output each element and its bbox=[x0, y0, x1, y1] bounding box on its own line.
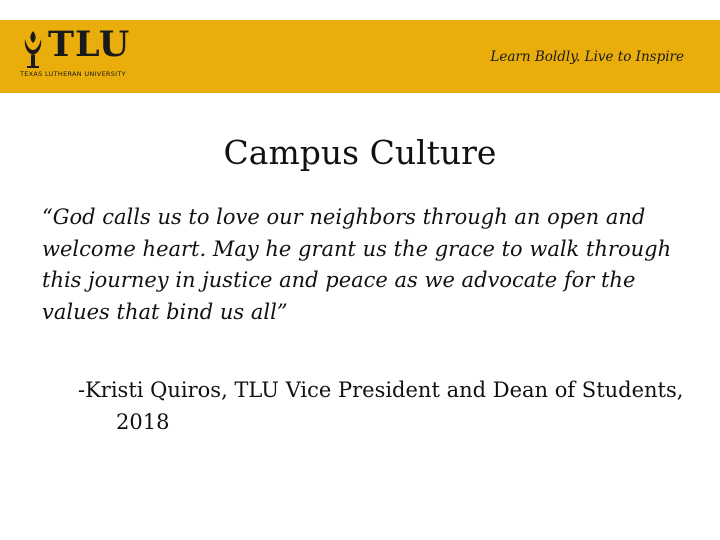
logo-text: TLU bbox=[48, 24, 131, 65]
tagline: Learn Boldly. Live to Inspire bbox=[490, 49, 684, 65]
quote-attribution: -Kristi Quiros, TLU Vice President and Dean of Students, 2018 bbox=[78, 378, 684, 434]
tlu-logo bbox=[18, 24, 143, 84]
slide-title: Campus Culture bbox=[223, 133, 497, 172]
header-banner bbox=[0, 20, 720, 93]
torch-icon bbox=[18, 29, 48, 69]
quote-text: “God calls us to love our neighbors through an open and welcome heart. May he grant us the grace to walk through this journey in justice and peace as we advocate for the values that bind us all” bbox=[42, 205, 672, 324]
logo-subtitle: TEXAS LUTHERAN UNIVERSITY bbox=[20, 70, 126, 78]
